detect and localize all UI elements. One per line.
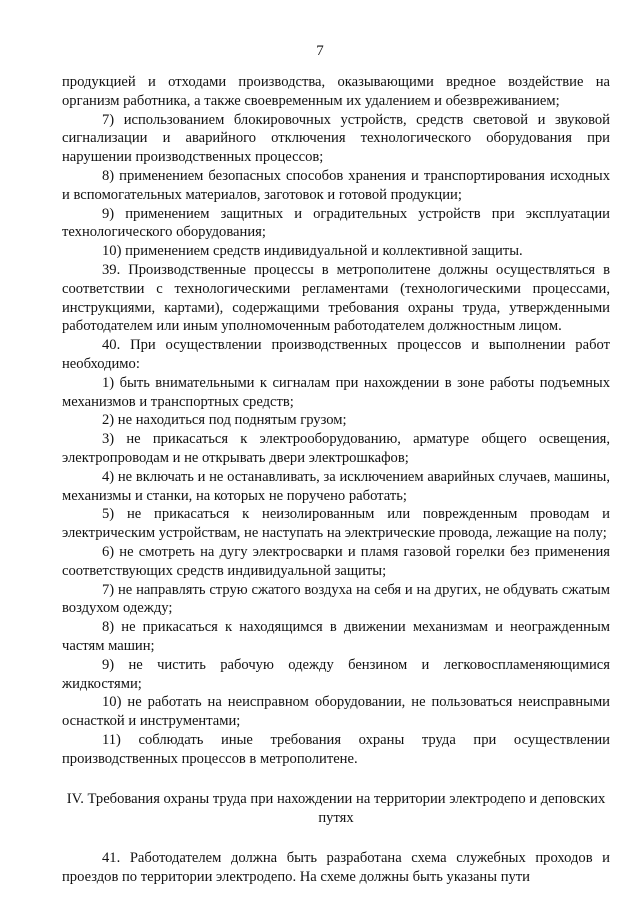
paragraph-item-10: 10) применением средств индивидуальной и коллективной защиты.	[102, 243, 523, 260]
list-item-10: 10) не работать на неисправном оборудовании, не пользоваться неисправными оснасткой и инструментами;	[62, 694, 610, 730]
document-body	[62, 73, 610, 887]
paragraph-item-7: 7) использованием блокировочных устройств, средств световой и звуковой сигнализации и аварийного отключения технологического оборудования при нарушении производственных процессов;	[62, 111, 610, 166]
list-item-8: 8) не прикасаться к находящимся в движении механизмам и неогражденным частям машин;	[62, 619, 610, 654]
list-item-4: 4) не включать и не останавливать, за исключением аварийных случаев, машины, механизмы и станки, на которых не поручено работать;	[62, 468, 610, 504]
paragraph-clause-39: 39. Производственные процессы в метрополитене должны осуществляться в соответствии с технологическими регламентами (технологическими процессами, инструкциями, картами), содержащими требования охраны труда, утвержденными работодателем или иным уполномоченным работодателем должностным лицом.	[62, 261, 610, 335]
list-item-5: 5) не прикасаться к неизолированным или поврежденным проводам и электрическим устройствам, не наступать на электрические провода, лежащие на полу;	[62, 506, 610, 542]
list-item-7: 7) не направлять струю сжатого воздуха на себя и на других, не обдувать сжатым воздухом одежду;	[62, 581, 610, 617]
paragraph-clause-41: 41. Работодателем должна быть разработана схема служебных проходов и проездов по территории электродепо. На схеме должны быть указаны пути	[62, 850, 610, 886]
list-item-2: 2) не находиться под поднятым грузом;	[102, 412, 347, 429]
list-item-11: 11) соблюдать иные требования охраны труда при осуществлении производственных процессов в метрополитене.	[62, 731, 610, 767]
list-item-3: 3) не прикасаться к электрооборудованию, арматуре общего освещения, электропроводам и не открывать двери электрошкафов;	[62, 431, 610, 466]
paragraph-clause-40: 40. При осуществлении производственных процессов и выполнении работ необходимо:	[62, 337, 610, 372]
page-number: 7	[316, 43, 324, 59]
list-item-1: 1) быть внимательными к сигналам при нахождении в зоне работы подъемных механизмов и транспортных средств;	[62, 374, 610, 410]
paragraph-continuation: продукцией и отходами производства, оказывающими вредное воздействие на организм работника, а также своевременным их удалением и обезвреживанием;	[62, 74, 610, 109]
list-item-9: 9) не чистить рабочую одежду бензином и легковоспламеняющимися жидкостями;	[62, 656, 610, 692]
list-item-6: 6) не смотреть на дугу электросварки и пламя газовой горелки без применения соответствующих средств индивидуальной защиты;	[62, 543, 610, 579]
section-heading: IV. Требования охраны труда при нахождении на территории электродепо и деповских путях	[66, 791, 606, 827]
paragraph-item-8: 8) применением безопасных способов хранения и транспортирования исходных и вспомогательных материалов, заготовок и готовой продукции;	[62, 167, 610, 203]
paragraph-item-9: 9) применением защитных и оградительных устройств при эксплуатации технологического оборудования;	[62, 205, 610, 241]
